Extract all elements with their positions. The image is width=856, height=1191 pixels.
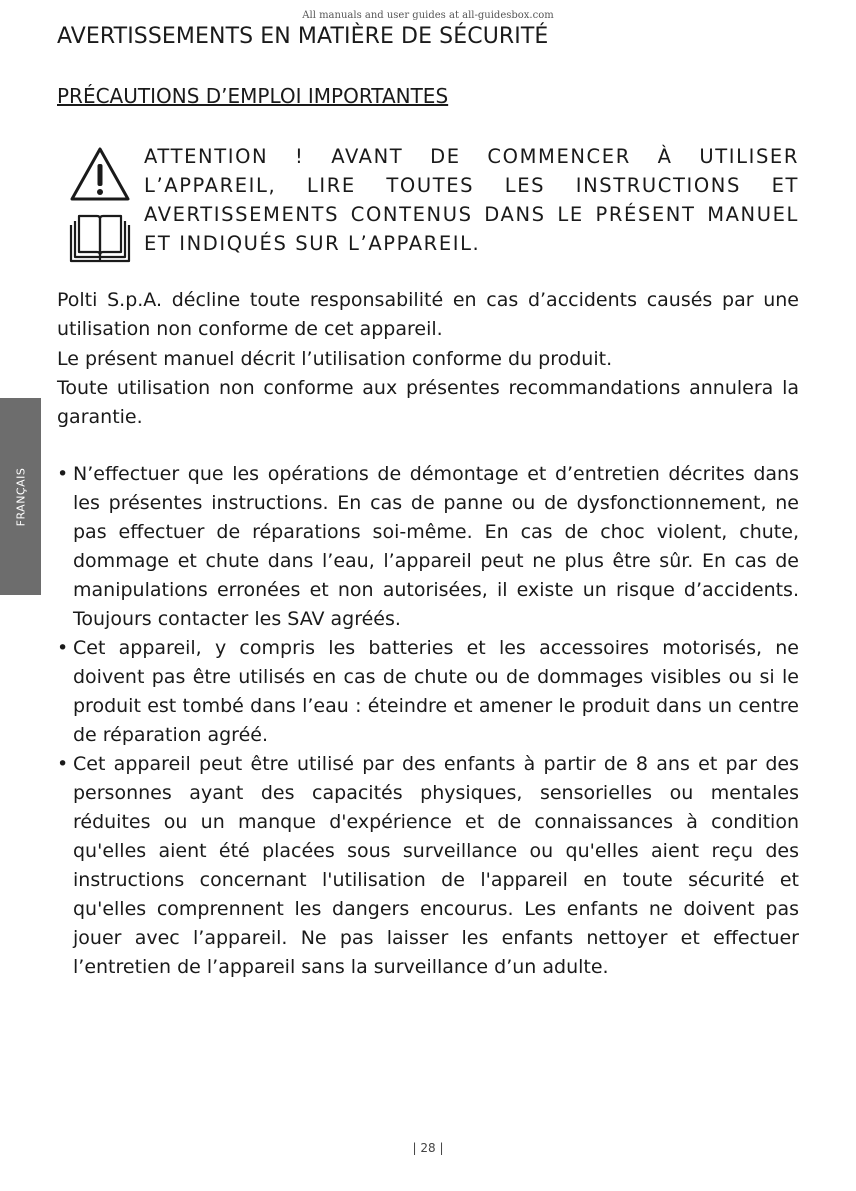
open-book-icon — [69, 213, 131, 265]
warning-triangle-icon — [69, 146, 131, 202]
list-item: • N’effectuer que les opérations de démontage et d’entretien décrites dans les présentes instructions. En cas de panne ou de dysfonctionnement, ne pas effectuer de réparations soi-même. En cas de choc violent, chute, dommage et chute dans l’eau, l’appareil peut ne plus être sûr. En cas de manipulations erronées et non autorisées, il existe un risque d’accidents. Toujours contacter les SAV agréés. — [57, 460, 799, 634]
list-item: • Cet appareil peut être utilisé par des enfants à partir de 8 ans et par des personnes ayant des capacités physiques, sensorielles ou mentales réduites ou un manque d'expérience et de connaissances à condition qu'elles aient été placées sous surveillance ou qu'elles aient reçu des instructions concernant l'utilisation de l'appareil en toute sécurité et qu'elles comprennent les dangers encourus. Les enfants ne doivent pas jouer avec l’appareil. Ne pas laisser les enfants nettoyer et effectuer l’entretien de l’appareil sans la surveillance d’un adulte. — [57, 750, 799, 982]
section-subtitle: PRÉCAUTIONS D’EMPLOI IMPORTANTES — [57, 84, 449, 108]
list-item: • Cet appareil, y compris les batteries et les accessoires motorisés, ne doivent pas être utilisés en cas de chute ou de dommages visibles ou si le produit est tombé dans l’eau : éteindre et amener le produit dans un centre de réparation agréé. — [57, 634, 799, 750]
intro-paragraphs — [57, 286, 799, 432]
safety-bullet-list — [57, 460, 799, 982]
intro-paragraph: Toute utilisation non conforme aux présentes recommandations annulera la garantie. — [57, 376, 799, 429]
language-side-tab — [0, 398, 41, 595]
intro-paragraph: Polti S.p.A. décline toute responsabilité en cas d’accidents causés par une utilisation non conforme de cet appareil. — [57, 289, 799, 341]
watermark: All manuals and user guides at all-guidesbox.com — [302, 10, 554, 21]
page-number: | 28 | — [412, 1141, 444, 1155]
language-label: FRANÇAIS — [14, 467, 27, 526]
warning-text: ATTENTION ! AVANT DE COMMENCER À UTILISER L’APPAREIL, LIRE TOUTES LES INSTRUCTIONS ET AVERTISSEMENTS CONTENUS DANS LE PRÉSENT MANUEL ET INDIQUÉS SUR L’APPAREIL. — [144, 145, 799, 255]
intro-paragraph: Le présent manuel décrit l’utilisation conforme du produit. — [57, 347, 613, 370]
page-title: AVERTISSEMENTS EN MATIÈRE DE SÉCURITÉ — [57, 24, 549, 49]
